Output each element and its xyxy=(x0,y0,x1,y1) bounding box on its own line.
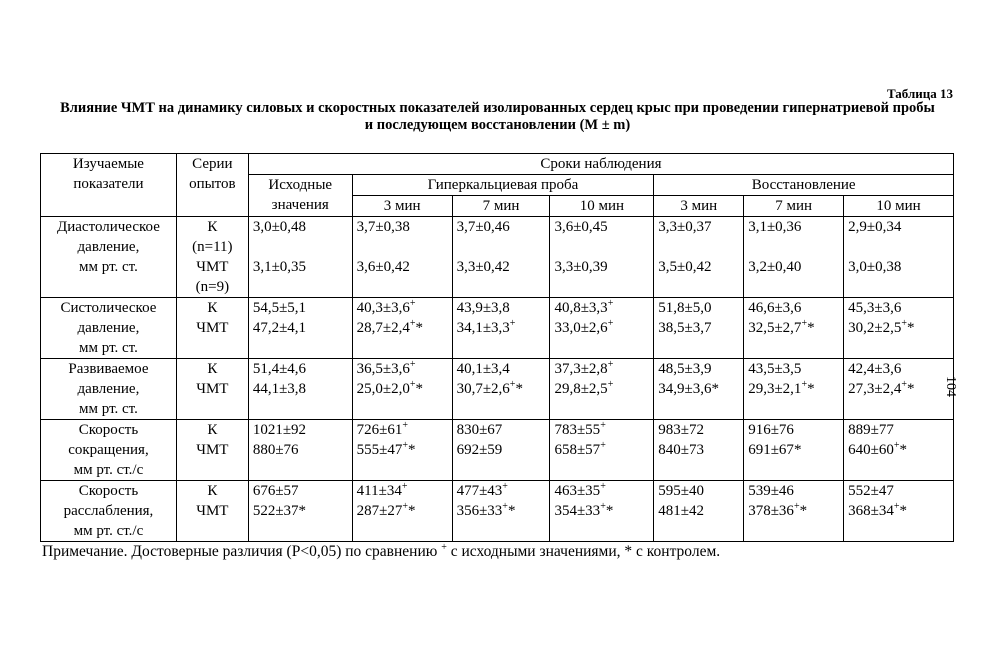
value-cell xyxy=(654,420,744,481)
value-cell xyxy=(744,359,844,420)
value-k xyxy=(554,481,649,501)
header-recovery: Восстановление xyxy=(654,175,954,196)
series-k-n: (n=11) xyxy=(192,239,233,255)
value-k xyxy=(748,420,839,440)
value-k xyxy=(357,298,448,318)
value-k xyxy=(658,359,739,379)
value-cell xyxy=(844,481,954,542)
value-chmt xyxy=(253,440,348,460)
value-k xyxy=(848,359,949,379)
value-text: 36,5±3,6 xyxy=(356,361,410,377)
value-text: 783±55 xyxy=(554,422,601,438)
value-cell xyxy=(744,481,844,542)
value-text: 43,9±3,8 xyxy=(456,300,510,316)
param-label-line: давление, xyxy=(77,320,140,336)
significance-star: * xyxy=(799,503,808,519)
value-cell xyxy=(550,298,654,359)
value-k xyxy=(457,298,546,318)
note-text: Примечание. Достоверные различия (P<0,05) по сравнению xyxy=(42,543,442,560)
value-cell xyxy=(550,481,654,542)
value-text: 552±47 xyxy=(848,483,894,499)
value-k xyxy=(357,420,448,440)
value-text: 2,9±0,34 xyxy=(848,219,902,235)
value-text: 3,5±0,42 xyxy=(658,259,712,275)
significance-plus: + xyxy=(402,440,409,451)
param-label xyxy=(41,420,177,481)
value-text: 34,1±3,3 xyxy=(456,320,510,336)
value-text: 726±61 xyxy=(356,422,403,438)
value-text: 378±36 xyxy=(748,503,794,519)
header-series: Серии опытов xyxy=(176,154,248,217)
value-cell xyxy=(550,217,654,298)
value-text: 28,7±2,4 xyxy=(356,320,410,336)
value-text: 54,5±5,1 xyxy=(252,300,307,316)
header-rec-3min: 3 мин xyxy=(654,196,744,217)
value-cell xyxy=(844,420,954,481)
value-k xyxy=(554,359,649,379)
value-chmt xyxy=(457,257,546,277)
header-rec-10min: 10 мин xyxy=(844,196,954,217)
significance-star: * xyxy=(906,320,915,336)
value-k xyxy=(253,298,348,318)
value-chmt xyxy=(253,318,348,338)
value-text: 3,0±0,48 xyxy=(252,219,307,235)
value-k xyxy=(253,359,348,379)
note-sup: + xyxy=(441,542,447,553)
value-text: 34,9±3,6 xyxy=(658,381,712,397)
param-label xyxy=(41,298,177,359)
series-k: К xyxy=(207,422,218,438)
value-text: 3,3±0,39 xyxy=(554,259,608,275)
value-text: 3,2±0,40 xyxy=(748,259,802,275)
significance-star: * xyxy=(515,381,523,397)
value-k xyxy=(658,420,739,440)
value-chmt xyxy=(658,440,739,460)
significance-plus: + xyxy=(409,318,416,329)
header-hc-10min: 10 мин xyxy=(550,196,654,217)
value-chmt xyxy=(748,501,839,521)
value-text: 29,8±2,5 xyxy=(554,381,608,397)
value-text: 481±42 xyxy=(658,503,705,519)
series-chmt: ЧМТ xyxy=(196,442,229,458)
value-text: 29,3±2,1 xyxy=(748,381,802,397)
param-label-line: мм рт. ст./с xyxy=(73,523,144,539)
significance-plus: + xyxy=(607,318,614,329)
value-k xyxy=(848,298,949,318)
series-label xyxy=(176,298,248,359)
value-text: 411±34 xyxy=(356,483,402,499)
value-text: 463±35 xyxy=(554,483,601,499)
value-k xyxy=(457,217,546,237)
header-row-1 xyxy=(41,154,954,175)
value-k xyxy=(357,359,448,379)
value-chmt xyxy=(554,318,649,338)
series-chmt-n: (n=9) xyxy=(195,279,230,295)
value-cell xyxy=(654,481,744,542)
value-k xyxy=(457,481,546,501)
value-cell xyxy=(844,217,954,298)
value-text: 46,6±3,6 xyxy=(748,300,802,316)
param-label-line: мм рт. ст. xyxy=(79,340,138,356)
significance-plus: + xyxy=(893,501,900,512)
series-label xyxy=(176,481,248,542)
series-chmt: ЧМТ xyxy=(196,381,229,397)
value-cell xyxy=(352,420,452,481)
significance-star: * xyxy=(899,442,907,458)
value-text: 287±27 xyxy=(356,503,403,519)
param-label-line: давление, xyxy=(77,381,140,397)
value-text: 3,7±0,38 xyxy=(356,219,410,235)
value-text: 40,8±3,3 xyxy=(554,300,608,316)
value-text: 27,3±2,4 xyxy=(848,381,902,397)
value-text: 880±76 xyxy=(252,442,299,458)
header-hc-3min: 3 мин xyxy=(352,196,452,217)
value-chmt xyxy=(658,318,739,338)
value-k xyxy=(748,359,839,379)
value-text: 43,5±3,5 xyxy=(748,361,802,377)
significance-plus: + xyxy=(801,318,808,329)
value-text: 30,7±2,6 xyxy=(456,381,510,397)
series-chmt: ЧМТ xyxy=(196,503,229,519)
significance-star: * xyxy=(408,442,416,458)
value-text: 356±33 xyxy=(456,503,503,519)
value-text: 830±67 xyxy=(456,422,503,438)
value-text: 48,5±3,9 xyxy=(658,361,712,377)
value-chmt xyxy=(658,379,739,399)
value-k xyxy=(357,217,448,237)
value-chmt xyxy=(658,257,739,277)
significance-star: * xyxy=(711,381,720,397)
value-k xyxy=(253,420,348,440)
param-label-line: давление, xyxy=(77,239,140,255)
series-k: К xyxy=(207,361,218,377)
value-chmt xyxy=(748,440,839,460)
series-label xyxy=(176,359,248,420)
significance-plus: + xyxy=(607,379,614,390)
value-text: 38,5±3,7 xyxy=(658,320,712,336)
value-k xyxy=(848,217,949,237)
value-text: 595±40 xyxy=(658,483,705,499)
value-k xyxy=(848,420,949,440)
significance-plus: + xyxy=(402,420,409,431)
significance-star: * xyxy=(899,503,907,519)
value-text: 40,3±3,6 xyxy=(356,300,410,316)
significance-star: * xyxy=(906,381,915,397)
value-text: 3,1±0,35 xyxy=(252,259,307,275)
significance-star: * xyxy=(507,503,516,519)
value-text: 658±57 xyxy=(554,442,601,458)
significance-star: * xyxy=(807,381,815,397)
series-label xyxy=(176,217,248,298)
significance-star: * xyxy=(415,381,424,397)
value-k xyxy=(748,217,839,237)
value-text: 691±67 xyxy=(748,442,794,458)
param-label-line: Скорость xyxy=(78,483,139,499)
significance-plus: + xyxy=(600,501,606,512)
value-text: 640±60 xyxy=(848,442,894,458)
significance-plus: + xyxy=(600,481,606,492)
significance-star: * xyxy=(807,320,815,336)
value-chmt xyxy=(554,379,649,399)
param-label-line: мм рт. ст. xyxy=(79,259,138,275)
param-label-line: расслабления, xyxy=(63,503,154,519)
value-text: 3,7±0,46 xyxy=(456,219,510,235)
table-row xyxy=(41,420,954,481)
value-chmt xyxy=(748,257,839,277)
significance-plus: + xyxy=(401,481,408,492)
header-initial: Исходные значения xyxy=(248,175,352,217)
value-cell xyxy=(452,359,550,420)
value-chmt xyxy=(357,501,448,521)
series-k: К xyxy=(207,300,218,316)
value-chmt xyxy=(253,257,348,277)
value-text: 477±43 xyxy=(456,483,503,499)
value-text: 3,1±0,36 xyxy=(748,219,802,235)
significance-plus: + xyxy=(901,379,907,390)
significance-plus: + xyxy=(509,379,516,390)
value-cell xyxy=(550,359,654,420)
header-rec-7min: 7 мин xyxy=(744,196,844,217)
value-text: 676±57 xyxy=(252,483,299,499)
value-text: 3,3±0,37 xyxy=(658,219,712,235)
value-chmt xyxy=(748,379,839,399)
header-terms: Сроки наблюдения xyxy=(248,154,953,175)
value-cell xyxy=(248,420,352,481)
series-chmt: ЧМТ xyxy=(196,259,229,275)
value-k xyxy=(457,359,546,379)
significance-plus: + xyxy=(402,501,409,512)
value-text: 47,2±4,1 xyxy=(252,320,307,336)
value-text: 42,4±3,6 xyxy=(848,361,902,377)
value-text: 3,6±0,45 xyxy=(554,219,608,235)
results-table xyxy=(40,153,954,542)
significance-star: * xyxy=(298,503,307,519)
value-chmt xyxy=(848,257,949,277)
value-k xyxy=(554,217,649,237)
header-param: Изучаемые показатели xyxy=(41,154,177,217)
significance-plus: + xyxy=(409,359,416,370)
table-row xyxy=(41,359,954,420)
param-label xyxy=(41,359,177,420)
value-cell xyxy=(452,420,550,481)
value-text: 44,1±3,8 xyxy=(252,381,307,397)
value-text: 37,3±2,8 xyxy=(554,361,608,377)
value-cell xyxy=(452,298,550,359)
value-text: 32,5±2,7 xyxy=(748,320,802,336)
value-cell xyxy=(844,298,954,359)
significance-star: * xyxy=(408,503,416,519)
value-k xyxy=(748,298,839,318)
value-text: 51,4±4,6 xyxy=(252,361,307,377)
value-chmt xyxy=(357,257,448,277)
value-text: 889±77 xyxy=(848,422,894,438)
header-hypercalcium: Гиперкальциевая проба xyxy=(352,175,654,196)
value-chmt xyxy=(357,318,448,338)
significance-plus: + xyxy=(893,440,900,451)
value-text: 354±33 xyxy=(554,503,601,519)
value-cell xyxy=(248,359,352,420)
significance-plus: + xyxy=(502,501,508,512)
value-cell xyxy=(248,298,352,359)
series-chmt: ЧМТ xyxy=(196,320,229,336)
param-label-line: Диастолическое xyxy=(57,219,160,235)
significance-plus: + xyxy=(607,359,614,370)
value-k xyxy=(554,298,649,318)
value-chmt xyxy=(848,501,949,521)
value-chmt xyxy=(554,257,649,277)
value-text: 33,0±2,6 xyxy=(554,320,608,336)
value-text: 25,0±2,0 xyxy=(356,381,410,397)
value-cell xyxy=(452,217,550,298)
value-cell xyxy=(352,217,452,298)
table-number: Таблица 13 xyxy=(886,86,953,101)
value-k xyxy=(658,217,739,237)
value-chmt xyxy=(848,318,949,338)
value-k xyxy=(357,481,448,501)
value-chmt xyxy=(748,318,839,338)
value-text: 522±37 xyxy=(252,503,299,519)
param-label-line: Систолическое xyxy=(60,300,157,316)
value-k xyxy=(253,217,348,237)
value-text: 3,3±0,42 xyxy=(456,259,510,275)
significance-plus: + xyxy=(793,501,800,512)
value-k xyxy=(748,481,839,501)
significance-plus: + xyxy=(502,481,508,492)
table-note xyxy=(42,543,720,561)
param-label-line: мм рт. ст. xyxy=(79,401,138,417)
series-k: К xyxy=(207,219,218,235)
value-chmt xyxy=(253,379,348,399)
series-k: К xyxy=(207,483,218,499)
value-cell xyxy=(248,481,352,542)
significance-plus: + xyxy=(409,379,416,390)
value-text: 539±46 xyxy=(748,483,794,499)
value-text: 916±76 xyxy=(748,422,794,438)
value-chmt xyxy=(253,501,348,521)
value-cell xyxy=(352,298,452,359)
value-chmt xyxy=(848,379,949,399)
value-text: 840±73 xyxy=(658,442,705,458)
value-text: 692±59 xyxy=(456,442,503,458)
page-number: 104 xyxy=(943,376,958,397)
value-text: 3,6±0,42 xyxy=(356,259,410,275)
series-label xyxy=(176,420,248,481)
value-cell xyxy=(844,359,954,420)
table-caption: Влияние ЧМТ на динамику силовых и скоростных показателей изолированных сердец крыс при проведении гипернатриевой пробы и последующем восстановлении (M ± m) xyxy=(60,100,935,133)
value-text: 51,8±5,0 xyxy=(658,300,712,316)
value-cell xyxy=(744,420,844,481)
significance-plus: + xyxy=(600,440,606,451)
significance-plus: + xyxy=(901,318,907,329)
param-label-line: мм рт. ст./с xyxy=(73,462,144,478)
value-text: 45,3±3,6 xyxy=(848,300,902,316)
significance-plus: + xyxy=(801,379,808,390)
significance-plus: + xyxy=(409,298,416,309)
header-hc-7min: 7 мин xyxy=(452,196,550,217)
table-row xyxy=(41,217,954,298)
value-text: 983±72 xyxy=(658,422,705,438)
significance-star: * xyxy=(415,320,424,336)
value-chmt xyxy=(457,379,546,399)
value-k xyxy=(457,420,546,440)
value-chmt xyxy=(457,501,546,521)
value-text: 555±47 xyxy=(356,442,403,458)
value-chmt xyxy=(457,318,546,338)
significance-star: * xyxy=(793,442,802,458)
value-k xyxy=(848,481,949,501)
table-row xyxy=(41,298,954,359)
value-text: 3,0±0,38 xyxy=(848,259,902,275)
value-k xyxy=(658,481,739,501)
value-cell xyxy=(452,481,550,542)
value-cell xyxy=(654,217,744,298)
param-label-line: Развиваемое xyxy=(68,361,149,377)
value-cell xyxy=(352,481,452,542)
param-label-line: сокращения, xyxy=(68,442,149,458)
value-cell xyxy=(550,420,654,481)
value-k xyxy=(253,481,348,501)
value-k xyxy=(554,420,649,440)
value-chmt xyxy=(554,501,649,521)
value-cell xyxy=(654,359,744,420)
note-text: с исходными значениями, * с контролем. xyxy=(446,543,721,560)
significance-plus: + xyxy=(509,318,516,329)
value-chmt xyxy=(357,440,448,460)
value-text: 40,1±3,4 xyxy=(456,361,510,377)
value-cell xyxy=(654,298,744,359)
significance-plus: + xyxy=(600,420,606,431)
value-text: 1021±92 xyxy=(252,422,307,438)
value-chmt xyxy=(554,440,649,460)
value-chmt xyxy=(658,501,739,521)
value-text: 30,2±2,5 xyxy=(848,320,902,336)
value-k xyxy=(658,298,739,318)
value-cell xyxy=(352,359,452,420)
value-cell xyxy=(248,217,352,298)
value-chmt xyxy=(457,440,546,460)
value-cell xyxy=(744,298,844,359)
param-label-line: Скорость xyxy=(78,422,139,438)
param-label xyxy=(41,217,177,298)
value-cell xyxy=(744,217,844,298)
significance-plus: + xyxy=(607,298,614,309)
param-label xyxy=(41,481,177,542)
value-text: 368±34 xyxy=(848,503,894,519)
value-chmt xyxy=(848,440,949,460)
value-chmt xyxy=(357,379,448,399)
table-row xyxy=(41,481,954,542)
significance-star: * xyxy=(605,503,614,519)
